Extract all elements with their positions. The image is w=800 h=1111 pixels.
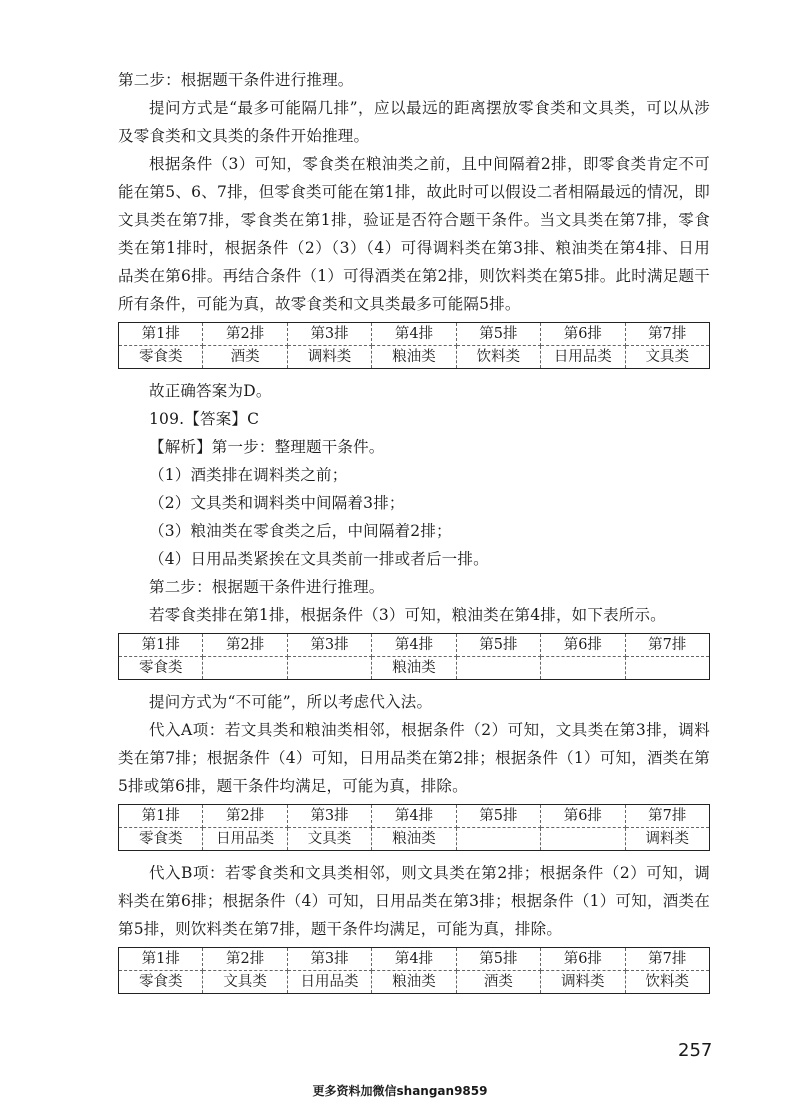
condition-3: （3）粮油类在零食类之后，中间隔着2排； — [149, 522, 452, 540]
table-cell — [456, 657, 540, 680]
reasoning-paragraph: 根据条件（3）可知，零食类在粮油类之前，且中间隔着2排，即零食类肯定不可能在第5、6、7排，但零食类可能在第1排，故此时可以假设二者相隔最远的情况，即文具类在第7排，零食类在第1排，验证是否符合题干条件。当文具类在第7排，零食类在第1排时，根据条件（2）（3）（4）可得调料类在第3排、粮油类在第4排、日用品类在第6排。再结合条件（1）可得酒类在第2排，则饮料类在第5排。此时满足题干所有条件，可能为真，故零食类和文具类最多可能隔5排。 — [118, 155, 710, 313]
table-cell: 调料类 — [541, 971, 625, 994]
table-header-cell: 第1排 — [119, 634, 203, 657]
arrangement-table-3 — [118, 804, 710, 851]
answer-line: 故正确答案为D。 — [149, 382, 272, 400]
table-header-cell: 第7排 — [625, 634, 709, 657]
page-content — [118, 66, 710, 1002]
table-header-cell: 第3排 — [287, 634, 371, 657]
table-cell — [456, 828, 540, 851]
table-header-cell: 第7排 — [625, 805, 709, 828]
step-two-heading: 第二步：根据题干条件进行推理。 — [118, 71, 354, 89]
table-cell: 日用品类 — [541, 346, 625, 369]
table-header-cell: 第5排 — [456, 634, 540, 657]
table-header-cell: 第5排 — [456, 948, 540, 971]
table-header-row — [119, 634, 710, 657]
table-cell: 调料类 — [287, 346, 371, 369]
table-cell: 粮油类 — [372, 346, 456, 369]
table-row — [119, 828, 710, 851]
table-cell: 调料类 — [625, 828, 709, 851]
table-header-cell: 第2排 — [203, 948, 287, 971]
table-cell: 文具类 — [203, 971, 287, 994]
table-cell: 饮料类 — [625, 971, 709, 994]
table-header-cell: 第6排 — [541, 948, 625, 971]
table-header-cell: 第5排 — [456, 323, 540, 346]
table-cell: 酒类 — [456, 971, 540, 994]
table-cell — [625, 657, 709, 680]
table-header-cell: 第4排 — [372, 323, 456, 346]
table-header-cell: 第1排 — [119, 805, 203, 828]
table-header-cell: 第1排 — [119, 323, 203, 346]
table-header-cell: 第6排 — [541, 323, 625, 346]
table-cell: 文具类 — [287, 828, 371, 851]
table-cell — [287, 657, 371, 680]
arrangement-table-1 — [118, 322, 710, 369]
table-cell: 酒类 — [203, 346, 287, 369]
table-cell: 零食类 — [119, 971, 203, 994]
condition-4: （4）日用品类紧挨在文具类前一排或者后一排。 — [149, 550, 489, 568]
table-header-cell: 第7排 — [625, 323, 709, 346]
table-header-cell: 第6排 — [541, 634, 625, 657]
condition-2: （2）文具类和调料类中间隔着3排； — [149, 494, 405, 512]
table-cell — [541, 828, 625, 851]
table-cell: 文具类 — [625, 346, 709, 369]
table-cell: 粮油类 — [372, 828, 456, 851]
table-header-cell: 第4排 — [372, 805, 456, 828]
table-header-row — [119, 805, 710, 828]
table-header-row — [119, 948, 710, 971]
analysis-heading: 【解析】第一步：整理题干条件。 — [149, 438, 385, 456]
arrangement-table-2 — [118, 633, 710, 680]
table-cell: 粮油类 — [372, 971, 456, 994]
table-cell: 日用品类 — [203, 828, 287, 851]
table-header-cell: 第6排 — [541, 805, 625, 828]
table-cell: 饮料类 — [456, 346, 540, 369]
table-header-cell: 第2排 — [203, 634, 287, 657]
footer-note: 更多资料加微信shangan9859 — [312, 1084, 488, 1098]
table-cell: 日用品类 — [287, 971, 371, 994]
table-header-cell: 第5排 — [456, 805, 540, 828]
table-cell: 零食类 — [119, 828, 203, 851]
table-header-cell: 第3排 — [287, 323, 371, 346]
table-header-cell: 第3排 — [287, 948, 371, 971]
option-a-paragraph: 代入A项：若文具类和粮油类相邻，根据条件（2）可知，文具类在第3排，调料类在第7排；根据条件（4）可知，日用品类在第2排；根据条件（1）可知，酒类在第5排或第6排，题干条件均满足，可能为真，排除。 — [118, 721, 710, 795]
table-header-cell: 第3排 — [287, 805, 371, 828]
table-header-cell: 第2排 — [203, 323, 287, 346]
table-row — [119, 657, 710, 680]
table-header-cell: 第2排 — [203, 805, 287, 828]
question-approach-paragraph: 提问方式是“最多可能隔几排”，应以最远的距离摆放零食类和文具类，可以从涉及零食类和文具类的条件开始推理。 — [118, 99, 710, 145]
table-header-cell: 第4排 — [372, 634, 456, 657]
table-row — [119, 971, 710, 994]
method-paragraph: 提问方式为“不可能”，所以考虑代入法。 — [149, 693, 433, 711]
table-header-cell: 第7排 — [625, 948, 709, 971]
step-two-heading-2: 第二步：根据题干条件进行推理。 — [149, 578, 385, 596]
table-header-cell: 第1排 — [119, 948, 203, 971]
arrangement-table-4 — [118, 947, 710, 994]
condition-1: （1）酒类排在调料类之前； — [149, 466, 348, 484]
table-cell: 零食类 — [119, 657, 203, 680]
option-b-paragraph: 代入B项：若零食类和文具类相邻，则文具类在第2排；根据条件（2）可知，调料类在第6排；根据条件（4）可知，日用品类在第3排；根据条件（1）可知，酒类在第5排，则饮料类在第7排，题干条件均满足，可能为真，排除。 — [118, 864, 710, 938]
question-109-answer: 109.【答案】C — [149, 410, 260, 428]
table-header-cell: 第4排 — [372, 948, 456, 971]
table-header-row — [119, 323, 710, 346]
table-row — [119, 346, 710, 369]
assumption-paragraph: 若零食类排在第1排，根据条件（3）可知，粮油类在第4排，如下表所示。 — [149, 606, 666, 624]
table-cell: 粮油类 — [372, 657, 456, 680]
table-cell — [541, 657, 625, 680]
page-number: 257 — [678, 1040, 713, 1061]
table-cell: 零食类 — [119, 346, 203, 369]
table-cell — [203, 657, 287, 680]
